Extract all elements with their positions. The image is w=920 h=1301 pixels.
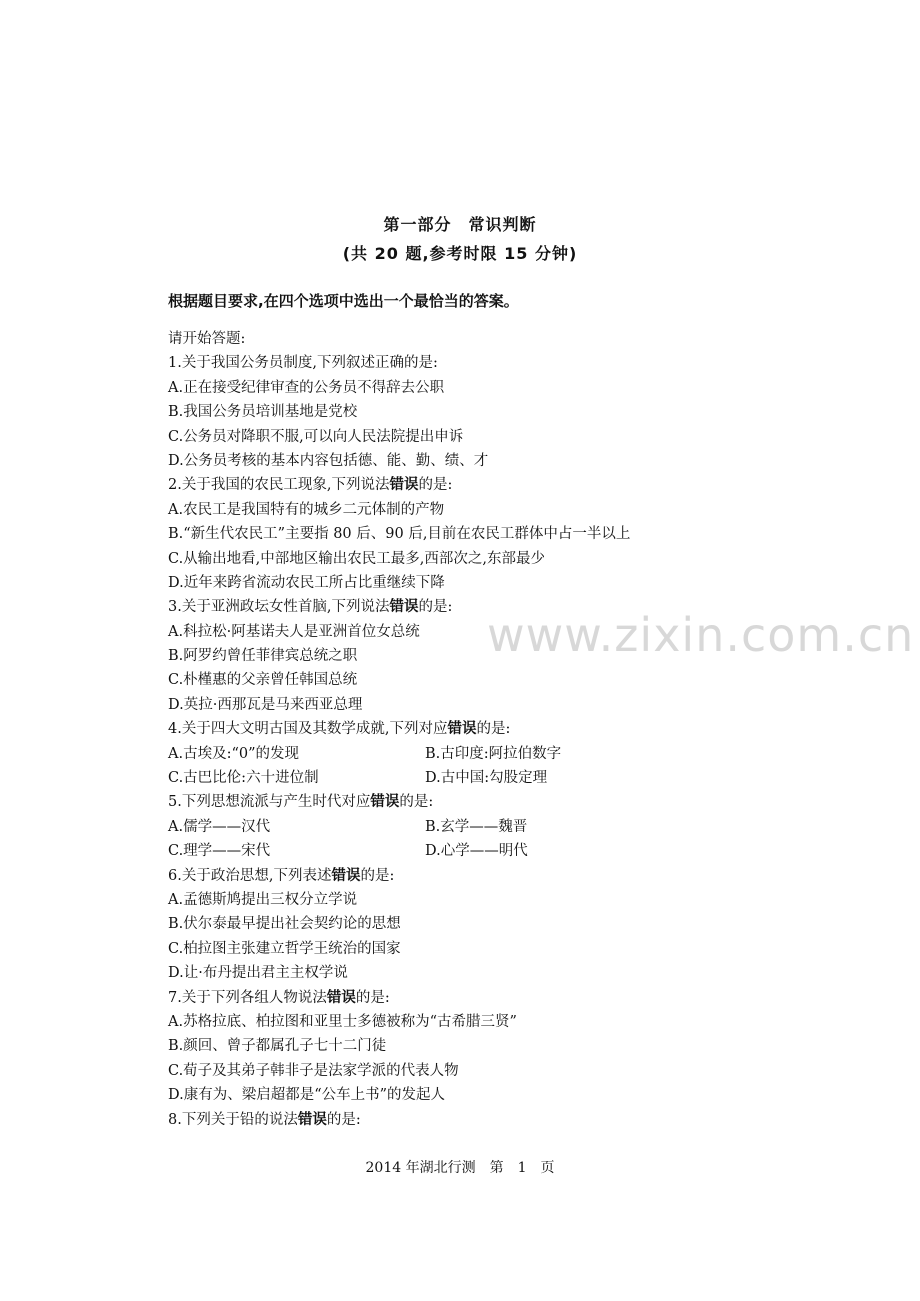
question-stem: 3.关于亚洲政坛女性首脑,下列说法错误的是: — [168, 598, 453, 616]
page-title: 第一部分 常识判断 — [383, 215, 537, 234]
option: B.颜回、曾子都属孔子七十二门徒 — [168, 1038, 387, 1055]
option-row — [168, 766, 788, 790]
option: A.苏格拉底、柏拉图和亚里士多德被称为“古希腊三贤” — [168, 1013, 517, 1030]
question-stem: 4.关于四大文明古国及其数学成就,下列对应错误的是: — [168, 720, 511, 738]
instruction: 根据题目要求,在四个选项中选出一个最恰当的答案。 — [168, 292, 519, 310]
option: C.朴槿惠的父亲曾任韩国总统 — [168, 672, 358, 689]
option: D.公务员考核的基本内容包括德、能、勤、绩、才 — [168, 452, 489, 469]
option: A.正在接受纪律审查的公务员不得辞去公职 — [168, 379, 445, 396]
option: C.从输出地看,中部地区输出农民工最多,西部次之,东部最少 — [168, 550, 546, 567]
option: D.英拉·西那瓦是马来西亚总理 — [168, 696, 363, 713]
option: D.让·布丹提出君主主权学说 — [168, 965, 348, 982]
question-stem: 2.关于我国的农民工现象,下列说法错误的是: — [168, 476, 453, 494]
option-row — [168, 742, 788, 766]
option: B.我国公务员培训基地是党校 — [168, 404, 358, 421]
start-prompt: 请开始答题: — [168, 331, 246, 347]
option: C.理学——宋代 — [168, 843, 271, 860]
option: C.古巴比伦:六十进位制 — [168, 770, 319, 787]
page-footer: 2014 年湖北行测 第 1 页 — [365, 1160, 555, 1176]
option: C.荀子及其弟子韩非子是法家学派的代表人物 — [168, 1062, 459, 1079]
option-row — [168, 815, 788, 839]
watermark: www.zixin.com.cn — [487, 608, 915, 662]
option: B.玄学——魏晋 — [425, 818, 528, 835]
page-subtitle: (共 20 题,参考时限 15 分钟) — [342, 244, 578, 263]
option: A.科拉松·阿基诺夫人是亚洲首位女总统 — [168, 623, 420, 640]
question-list — [168, 327, 788, 1132]
option: C.公务员对降职不服,可以向人民法院提出申诉 — [168, 428, 464, 445]
option: A.古埃及:“0”的发现 — [168, 745, 300, 762]
option: D.近年来跨省流动农民工所占比重继续下降 — [168, 574, 445, 591]
option: A.儒学——汉代 — [168, 818, 271, 835]
option: A.孟德斯鸠提出三权分立学说 — [168, 891, 358, 908]
option-row — [168, 839, 788, 863]
question-stem: 7.关于下列各组人物说法错误的是: — [168, 988, 390, 1006]
option: A.农民工是我国特有的城乡二元体制的产物 — [168, 501, 445, 518]
option: D.心学——明代 — [425, 843, 528, 860]
question-stem: 5.下列思想流派与产生时代对应错误的是: — [168, 793, 434, 811]
option: C.柏拉图主张建立哲学王统治的国家 — [168, 940, 401, 957]
option: B.“新生代农民工”主要指 80 后、90 后,目前在农民工群体中占一半以上 — [168, 526, 631, 543]
question-stem: 6.关于政治思想,下列表述错误的是: — [168, 866, 395, 884]
question-stem: 8.下列关于铅的说法错误的是: — [168, 1110, 361, 1128]
option: D.康有为、梁启超都是“公车上书”的发起人 — [168, 1087, 446, 1104]
question-stem: 1.关于我国公务员制度,下列叙述正确的是: — [168, 355, 438, 372]
option: D.古中国:勾股定理 — [425, 770, 548, 787]
option: B.古印度:阿拉伯数字 — [425, 745, 562, 762]
option: B.伏尔泰最早提出社会契约论的思想 — [168, 916, 401, 933]
option: B.阿罗约曾任菲律宾总统之职 — [168, 648, 358, 665]
